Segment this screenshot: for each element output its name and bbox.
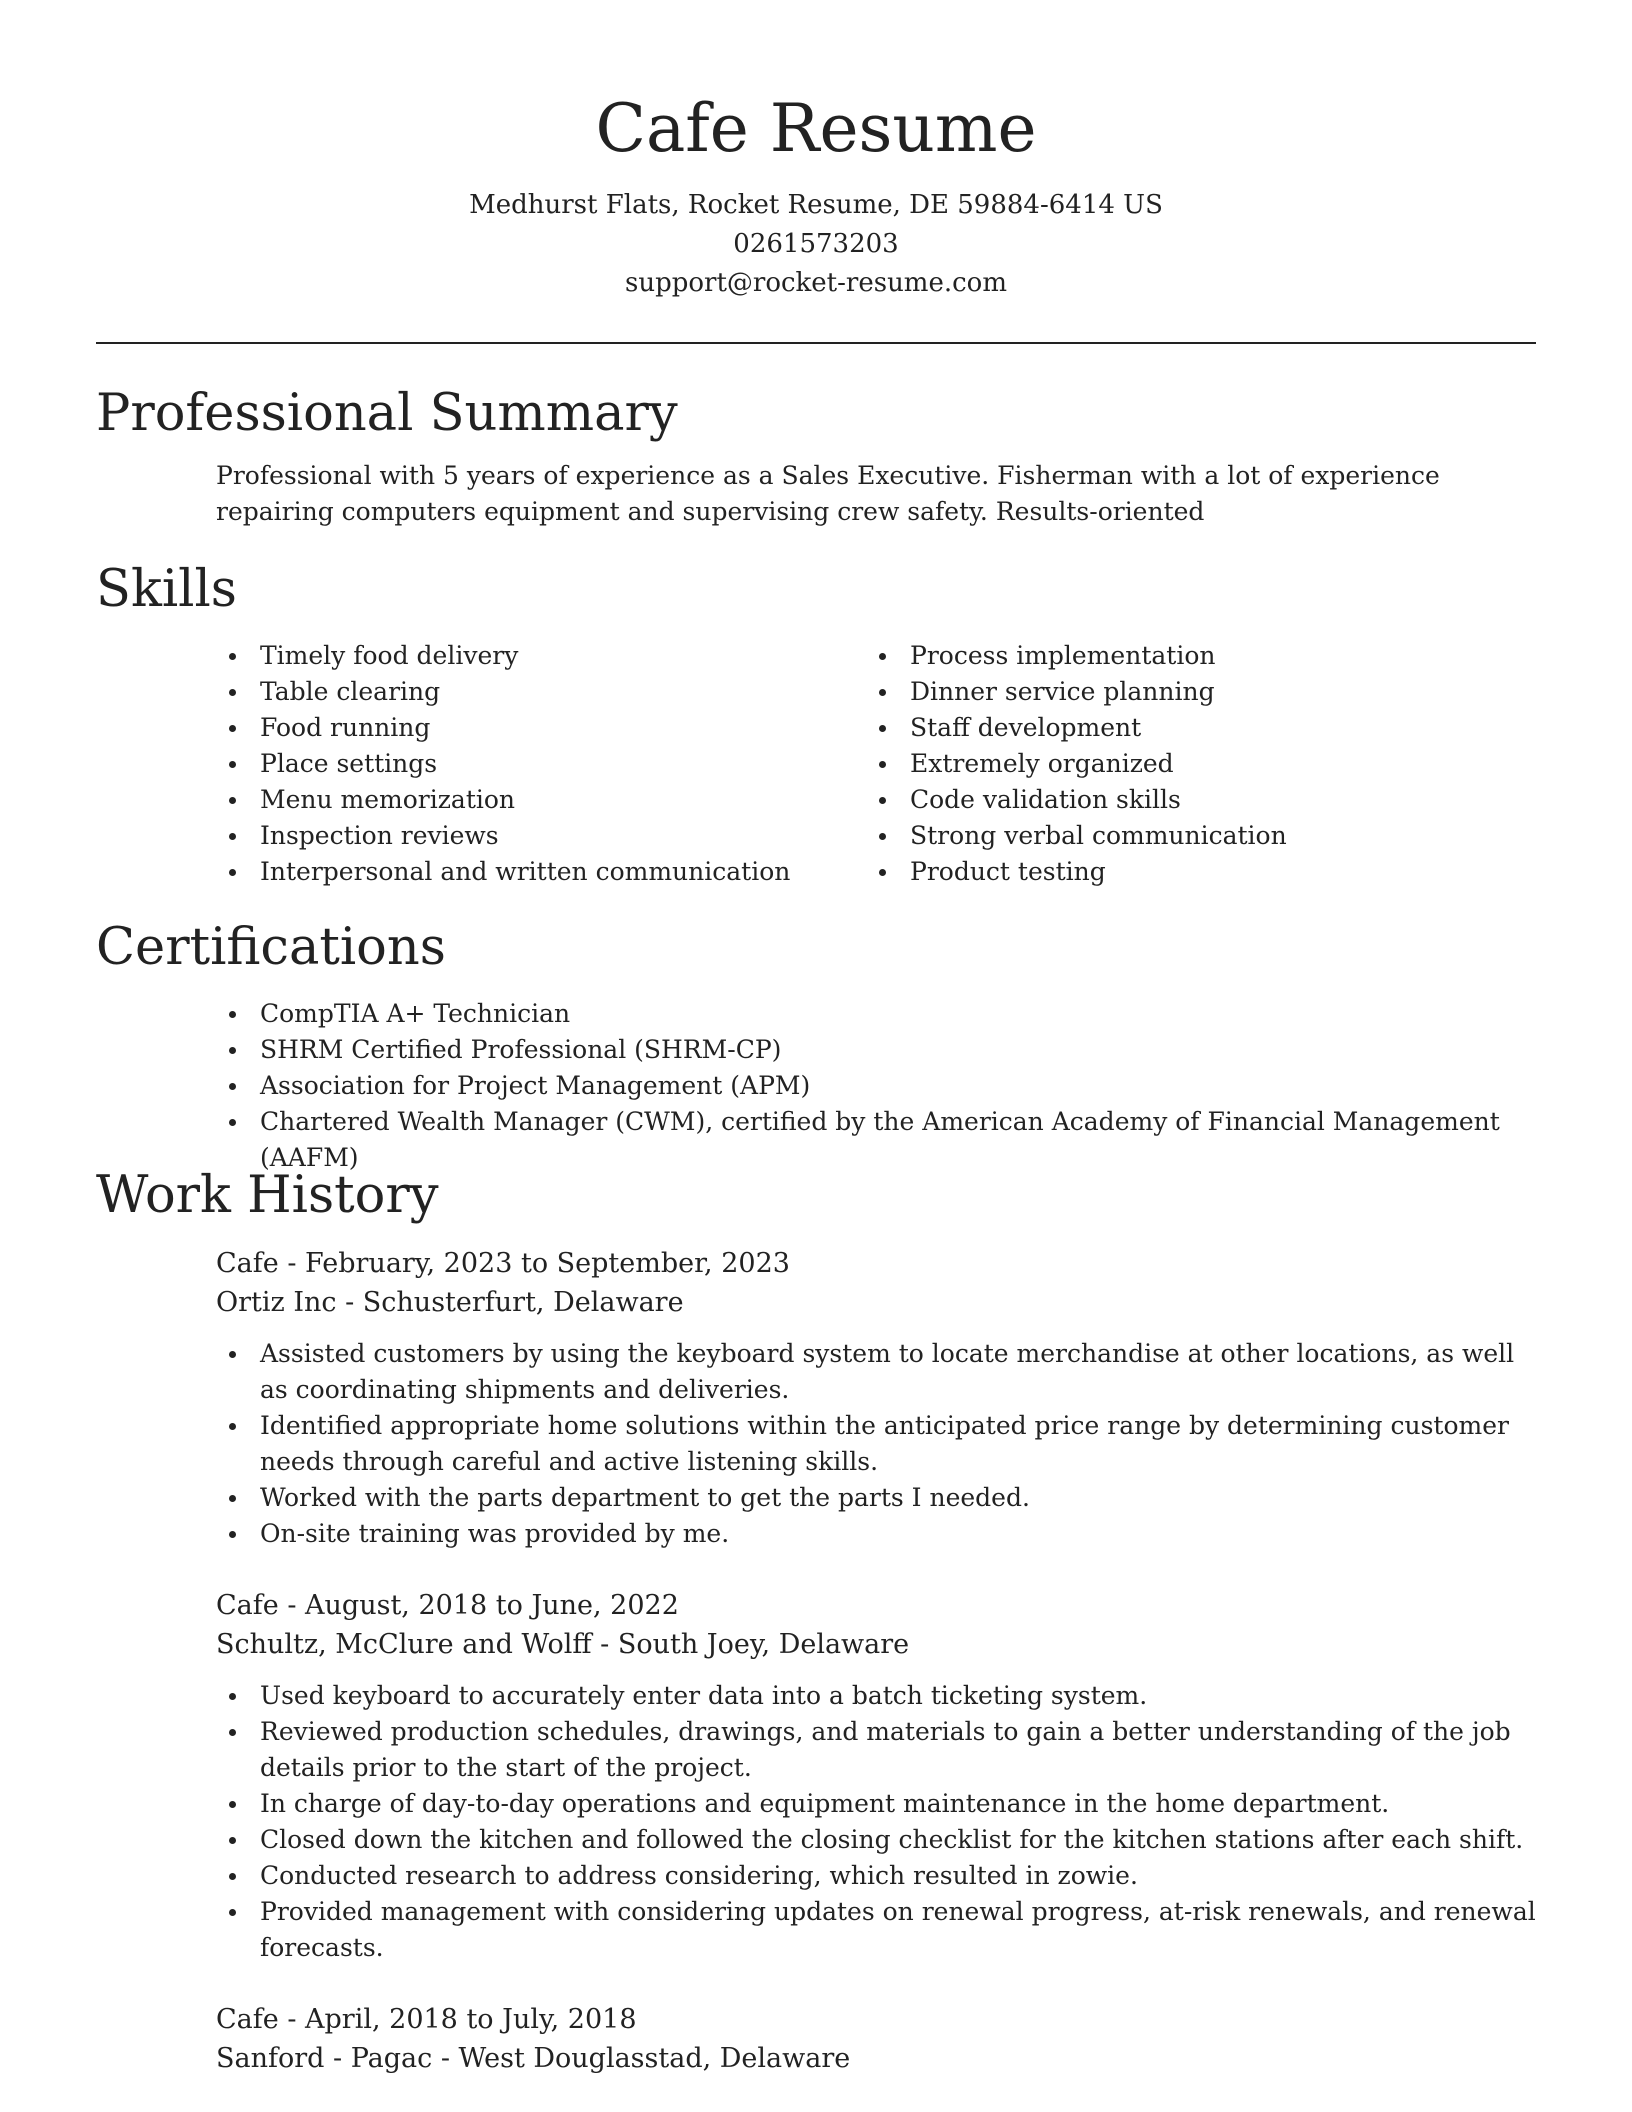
skill-item: Inspection reviews bbox=[216, 818, 866, 854]
job-entry bbox=[216, 2000, 1536, 2078]
skill-item: Place settings bbox=[216, 746, 866, 782]
job-dates: - February, 2023 to September, 2023 bbox=[278, 1248, 790, 1279]
job-title-line bbox=[216, 1244, 1536, 1284]
skill-item: Strong verbal communication bbox=[866, 818, 1516, 854]
professional-summary-section bbox=[96, 384, 1536, 530]
section-title-work-history: Work History bbox=[96, 1166, 439, 1225]
job-company: Schultz, McClure and Wolff bbox=[216, 1629, 592, 1660]
section-title-skills: Skills bbox=[96, 560, 237, 619]
job-role: Cafe bbox=[216, 1248, 279, 1279]
job-duty-item: On-site training was provided by me. bbox=[216, 1516, 1536, 1552]
job-company: Ortiz Inc bbox=[216, 1287, 337, 1318]
section-title-certifications: Certifications bbox=[96, 918, 446, 977]
job-duty-item: Reviewed production schedules, drawings, and materials to gain a better understanding of the job details prior to the start of the project. bbox=[216, 1714, 1536, 1786]
job-duty-item: Closed down the kitchen and followed the closing checklist for the kitchen stations after each shift. bbox=[216, 1822, 1536, 1858]
certification-item: Chartered Wealth Manager (CWM), certified by the American Academy of Financial Management (AAFM) bbox=[216, 1104, 1536, 1176]
skill-item: Product testing bbox=[866, 854, 1516, 890]
summary-text: Professional with 5 years of experience as a Sales Executive. Fisherman with a lot of experience repairing computers equipment and supervising crew safety. Results-oriented bbox=[216, 461, 1440, 526]
skills-column-left bbox=[216, 638, 866, 890]
job-duty-item: Conducted research to address considering, which resulted in zowie. bbox=[216, 1858, 1536, 1894]
skill-item: Table clearing bbox=[216, 674, 866, 710]
skill-item: Process implementation bbox=[866, 638, 1516, 674]
job-duties-list bbox=[216, 1678, 1536, 1966]
skill-item: Extremely organized bbox=[866, 746, 1516, 782]
section-title-summary: Professional Summary bbox=[96, 384, 678, 443]
job-dates: - April, 2018 to July, 2018 bbox=[278, 2004, 637, 2035]
work-history-section bbox=[96, 1166, 1536, 2112]
job-dates: - August, 2018 to June, 2022 bbox=[278, 1590, 679, 1621]
job-duty-item: Identified appropriate home solutions within the anticipated price range by determining customer needs through careful and active listening skills. bbox=[216, 1408, 1536, 1480]
job-duty-item: Used keyboard to accurately enter data into a batch ticketing system. bbox=[216, 1678, 1536, 1714]
resume-header bbox=[0, 0, 1632, 303]
job-location: - West Douglasstad, Delaware bbox=[432, 2043, 851, 2074]
job-duty-item: Assisted customers by using the keyboard system to locate merchandise at other locations, as well as coordinating shipments and deliveries. bbox=[216, 1336, 1536, 1408]
job-company-line bbox=[216, 2040, 1536, 2078]
job-role: Cafe bbox=[216, 1590, 279, 1621]
skill-item: Code validation skills bbox=[866, 782, 1516, 818]
contact-email: support@rocket-resume.com bbox=[624, 268, 1007, 298]
certification-item: Association for Project Management (APM) bbox=[216, 1068, 1536, 1104]
header-divider bbox=[96, 342, 1536, 344]
job-duties-list bbox=[216, 1336, 1536, 1552]
skill-item: Timely food delivery bbox=[216, 638, 866, 674]
job-duty-item: In charge of day-to-day operations and equipment maintenance in the home department. bbox=[216, 1786, 1536, 1822]
job-company: Sanford - Pagac bbox=[216, 2043, 433, 2074]
job-location: - South Joey, Delaware bbox=[591, 1629, 910, 1660]
skill-item: Dinner service planning bbox=[866, 674, 1516, 710]
skills-column-right bbox=[866, 638, 1516, 890]
contact-block bbox=[0, 186, 1632, 303]
job-company-line bbox=[216, 1626, 1536, 1664]
skills-grid bbox=[216, 638, 1536, 890]
job-entry bbox=[216, 1586, 1536, 1966]
job-title-line bbox=[216, 1586, 1536, 1626]
skill-item: Staff development bbox=[866, 710, 1516, 746]
contact-phone: 0261573203 bbox=[733, 229, 899, 259]
certification-item: CompTIA A+ Technician bbox=[216, 996, 1536, 1032]
resume-name: Cafe Resume bbox=[595, 90, 1037, 167]
contact-address: Medhurst Flats, Rocket Resume, DE 59884-6414 US bbox=[469, 190, 1163, 220]
certification-item: SHRM Certified Professional (SHRM-CP) bbox=[216, 1032, 1536, 1068]
job-role: Cafe bbox=[216, 2004, 279, 2035]
job-entry bbox=[216, 1244, 1536, 1552]
skill-item: Menu memorization bbox=[216, 782, 866, 818]
job-company-line bbox=[216, 1284, 1536, 1322]
skill-item: Interpersonal and written communication bbox=[216, 854, 866, 890]
certifications-list bbox=[216, 996, 1536, 1176]
job-title-line bbox=[216, 2000, 1536, 2040]
certifications-section bbox=[96, 918, 1536, 1176]
skills-section bbox=[96, 560, 1536, 890]
skill-item: Food running bbox=[216, 710, 866, 746]
job-duty-item: Provided management with considering updates on renewal progress, at-risk renewals, and renewal forecasts. bbox=[216, 1894, 1536, 1966]
job-duty-item: Worked with the parts department to get the parts I needed. bbox=[216, 1480, 1536, 1516]
job-location: - Schusterfurt, Delaware bbox=[336, 1287, 684, 1318]
